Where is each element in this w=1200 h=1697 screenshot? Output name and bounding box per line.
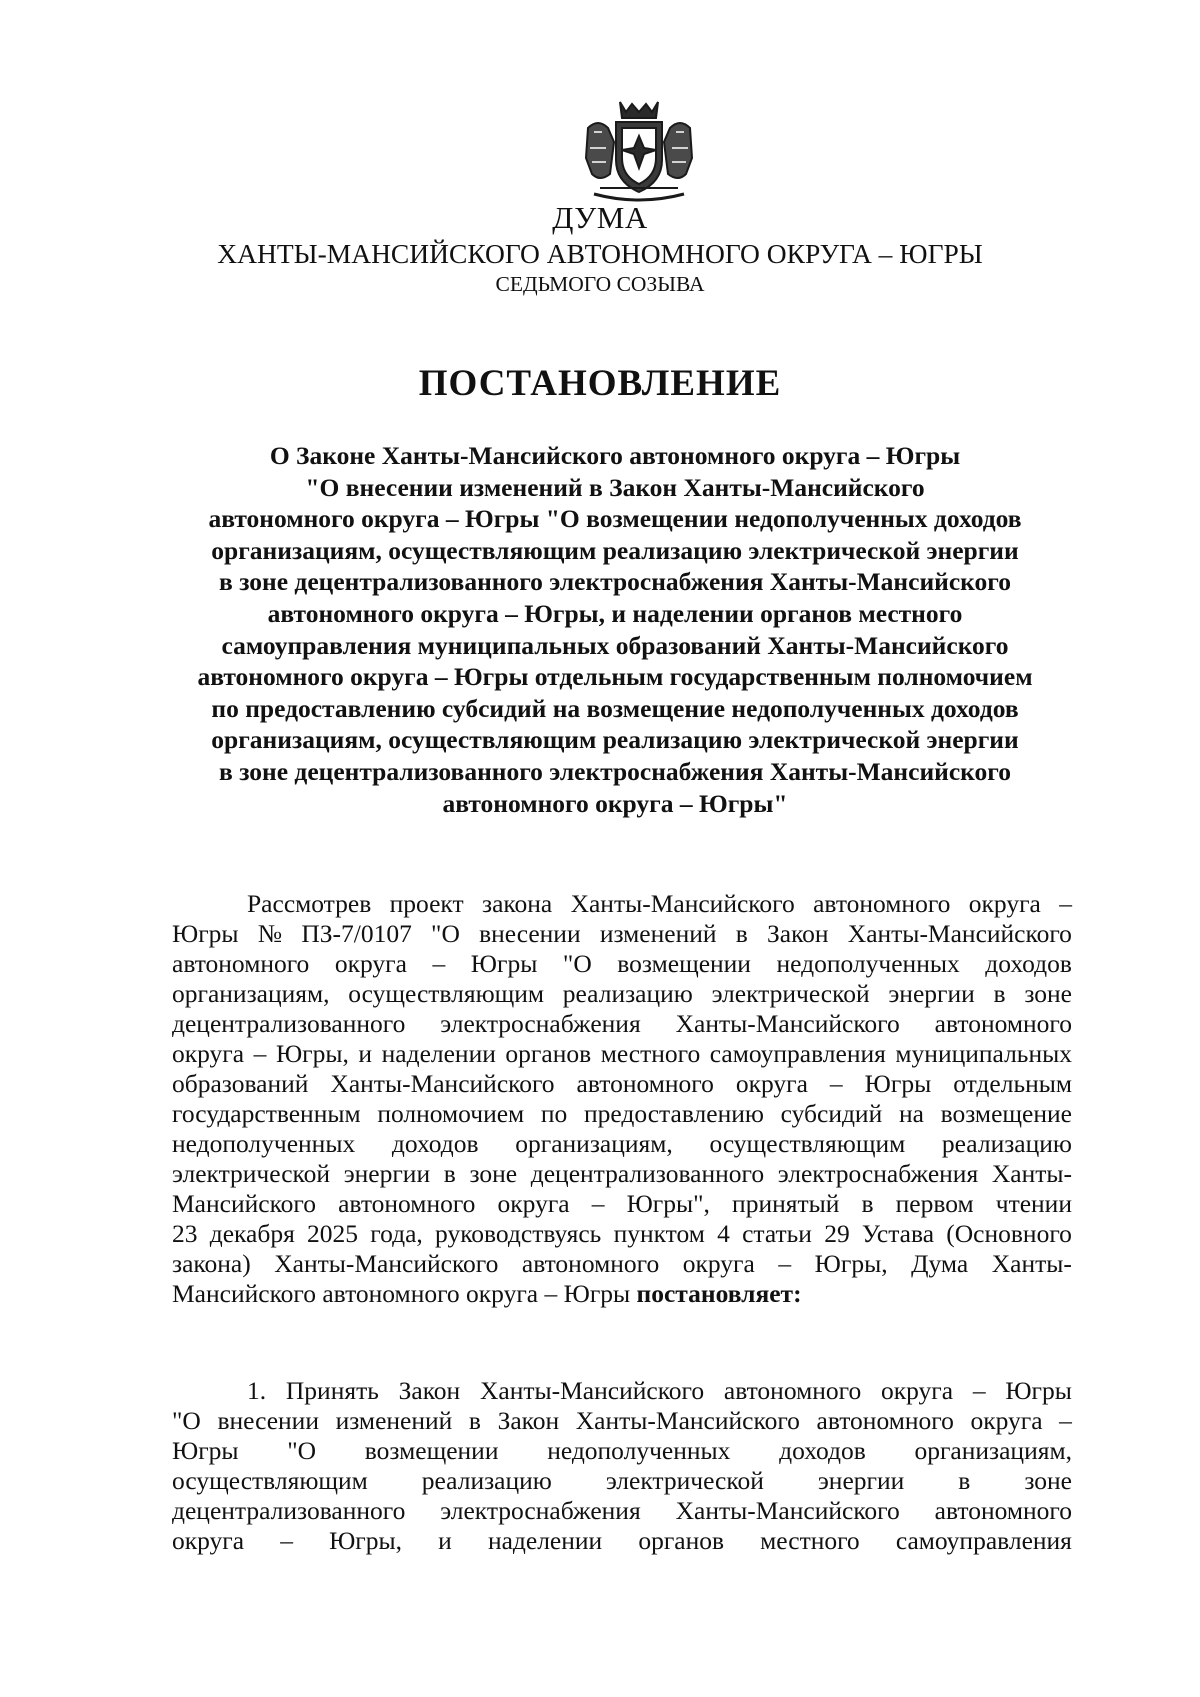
word: осуществляющим (172, 1466, 368, 1495)
subject-line: в зоне децентрализованного электроснабжения Ханты-Мансийского (219, 756, 1011, 786)
word: Югры (470, 949, 538, 978)
subject-line: О Законе Ханты-Мансийского автономного округа – Югры (269, 441, 961, 470)
word: округа (172, 1039, 245, 1068)
word: реализацию (562, 979, 693, 1008)
subject-line: автономного округа – Югры, и наделении органов местного (267, 598, 963, 628)
word: автономного (576, 1069, 714, 1098)
word: Закон (766, 919, 829, 948)
word: 2025 (307, 1219, 359, 1248)
word: организациям, (914, 1436, 1072, 1465)
word: Ханты-Мансийского (274, 1249, 499, 1278)
word: децентрализованного (172, 1009, 406, 1038)
word: возмещении (364, 1436, 499, 1465)
subject-line: организациям, осуществляющим реализацию электрической энергии (211, 725, 1019, 755)
word: Устава (861, 1219, 935, 1248)
preamble-paragraph (172, 889, 1072, 1309)
word: электроснабжения (777, 1159, 979, 1188)
word: местного (760, 1526, 860, 1555)
word: декабря (209, 1219, 295, 1248)
clause-1 (172, 1376, 1072, 1556)
word: Ханты- (991, 1249, 1072, 1278)
word: возмещении (617, 949, 751, 978)
word: Закон (398, 1376, 461, 1405)
preamble-line (172, 1099, 1072, 1129)
word: децентрализованного (172, 1496, 406, 1525)
word: Югры, (275, 1039, 349, 1068)
word: образований (172, 1069, 309, 1098)
preamble-line: Мансийского автономного округа – Югры (172, 1279, 631, 1308)
word: энергии (888, 979, 975, 1008)
word: закона (482, 889, 553, 918)
word: энергии (817, 1466, 905, 1495)
resolution-subject (190, 440, 1040, 819)
word: Югры, (329, 1526, 403, 1555)
preamble-line (172, 919, 1072, 949)
word: организациям, (172, 979, 330, 1008)
word: автономного (816, 1406, 954, 1435)
org-name: ДУМА (552, 200, 648, 235)
word: доходов (985, 949, 1072, 978)
word: энергии (343, 1159, 431, 1188)
word: округа (497, 1189, 570, 1218)
word: руководствуясь (435, 1219, 602, 1248)
word: – (829, 1069, 843, 1098)
word: внесении (479, 919, 581, 948)
word: наделении (381, 1039, 496, 1068)
word: Югры (864, 1069, 932, 1098)
word: закона) (172, 1249, 251, 1278)
word: электроснабжения (440, 1496, 641, 1525)
word: отдельным (953, 1069, 1072, 1098)
word: – (778, 1249, 792, 1278)
word: органов (505, 1039, 592, 1068)
subject-line: по предоставлению субсидий на возмещение недополученных доходов (211, 693, 1019, 723)
word: недополученных (547, 1436, 731, 1465)
word: Закон (497, 1406, 560, 1435)
word: – (972, 1376, 986, 1405)
word: округа (970, 1406, 1043, 1435)
word: самоуправления (709, 1039, 886, 1068)
word: – (591, 1189, 605, 1218)
preamble-line (172, 1219, 1072, 1249)
word: электрической (605, 1466, 764, 1495)
word: чтении (995, 1189, 1072, 1218)
word: осуществляющим (709, 1129, 906, 1158)
word: в (861, 1189, 874, 1218)
word: органов (638, 1526, 725, 1555)
preamble-line (172, 1129, 1072, 1159)
word: "О (431, 919, 460, 948)
word: Ханты-Мансийского (479, 1376, 705, 1405)
word: доходов (779, 1436, 866, 1465)
preamble-line (172, 1009, 1072, 1039)
word: зоне (469, 1159, 518, 1188)
word: 1. (247, 1376, 267, 1405)
preamble-line (172, 949, 1072, 979)
subject-line: организациям, осуществляющим реализацию электрической энергии (211, 535, 1019, 565)
word: зоне (1024, 979, 1072, 1008)
resolves-keyword: постановляет: (636, 1279, 802, 1308)
word: возмещение (940, 1099, 1072, 1128)
word: автономного (521, 1249, 660, 1278)
word: предоставлению (584, 1099, 764, 1128)
word: – (1059, 1406, 1072, 1435)
word: пунктом (613, 1219, 705, 1248)
preamble-line (172, 1069, 1072, 1099)
clause-line (172, 1376, 1072, 1406)
word: на (898, 1099, 924, 1128)
word: Ханты- (991, 1159, 1072, 1188)
word: округа (880, 1376, 954, 1405)
word: Дума (911, 1249, 969, 1278)
word: и (438, 1526, 452, 1555)
word: округа (334, 949, 407, 978)
word: недополученных (776, 949, 960, 978)
word: Рассмотрев (247, 889, 372, 918)
word: организациям, (515, 1129, 673, 1158)
clause-line (172, 1466, 1072, 1496)
document-type-title: ПОСТАНОВЛЕНИЕ (418, 363, 782, 404)
subject-line: автономного округа – Югры отдельным государственным полномочием (197, 662, 1033, 692)
word: Югры (172, 1436, 239, 1465)
word: автономного (723, 1376, 862, 1405)
word: – (280, 1526, 293, 1555)
word: Югры, (814, 1249, 888, 1278)
word: в (468, 1406, 481, 1435)
word: Югры", (626, 1189, 710, 1218)
word: "О (287, 1436, 317, 1465)
word: округа (968, 889, 1041, 918)
word: проект (389, 889, 464, 918)
word: 23 (172, 1219, 198, 1248)
preamble-line (172, 979, 1072, 1009)
word: округа (735, 1069, 808, 1098)
clause-line (172, 1436, 1072, 1466)
word: первом (895, 1189, 974, 1218)
subject-line: автономного округа – Югры "О возмещении недополученных доходов (208, 504, 1022, 534)
word: № (257, 919, 283, 948)
word: статьи (742, 1219, 812, 1248)
preamble-line (172, 1249, 1072, 1279)
word: – (432, 949, 446, 978)
preamble-final-line (172, 1279, 1072, 1309)
word: округа (682, 1249, 755, 1278)
word: Югры (172, 919, 239, 948)
word: изменений (599, 919, 717, 948)
word: Ханты-Мансийского (330, 1069, 555, 1098)
subject-line: автономного округа – Югры" (442, 788, 788, 818)
word: Ханты-Мансийского (575, 1406, 800, 1435)
word: "О (562, 949, 592, 978)
word: доходов (391, 1129, 479, 1158)
word: Ханты-Мансийского (675, 1496, 900, 1525)
word: автономного (172, 949, 310, 978)
word: в (958, 1466, 971, 1495)
coat-of-arms-icon (580, 98, 698, 204)
word: 4 (717, 1219, 730, 1248)
word: внесении (217, 1406, 319, 1435)
word: Ханты-Мансийского (570, 889, 795, 918)
subject-line: в зоне децентрализованного электроснабжения Ханты-Мансийского (219, 567, 1011, 597)
word: в (735, 919, 748, 948)
word: в (443, 1159, 456, 1188)
word: автономного (934, 1496, 1072, 1525)
clause-line (172, 1406, 1072, 1436)
subject-line: "О внесении изменений в Закон Ханты-Мансийского (305, 472, 925, 502)
preamble-line (172, 889, 1072, 919)
word: по (540, 1099, 568, 1128)
word: наделении (487, 1526, 603, 1555)
preamble-line (172, 1159, 1072, 1189)
word: – (1059, 889, 1072, 918)
word: "О (172, 1406, 201, 1435)
word: автономного (813, 889, 951, 918)
word: зоне (1024, 1466, 1072, 1495)
word: 29 (824, 1219, 850, 1248)
word: – (253, 1039, 267, 1068)
word: автономного (934, 1009, 1072, 1038)
subject-line: самоуправления муниципальных образований Ханты-Мансийского (221, 630, 1009, 660)
word: муниципальных (895, 1039, 1072, 1068)
word: округа (172, 1526, 245, 1555)
word: Мансийского (172, 1189, 316, 1218)
word: электрической (711, 979, 870, 1008)
word: Ханты-Мансийского (675, 1009, 900, 1038)
preamble-line (172, 1189, 1072, 1219)
word: автономного (338, 1189, 476, 1218)
word: Принять (285, 1376, 379, 1405)
word: изменений (335, 1406, 453, 1435)
clause-line (172, 1526, 1072, 1556)
word: самоуправления (895, 1526, 1072, 1555)
word: электроснабжения (440, 1009, 641, 1038)
word: осуществляющим (348, 979, 545, 1008)
word: года, (370, 1219, 423, 1248)
word: реализацию (941, 1129, 1072, 1158)
word: Югры (1005, 1376, 1072, 1405)
word: электрической (172, 1159, 331, 1188)
word: (Основного (946, 1219, 1072, 1248)
word: полномочием (377, 1099, 525, 1128)
word: принятый (732, 1189, 840, 1218)
convocation: СЕДЬМОГО СОЗЫВА (495, 272, 705, 296)
word: недополученных (172, 1129, 356, 1158)
word: местного (600, 1039, 701, 1068)
word: в (993, 979, 1006, 1008)
word: государственным (172, 1099, 361, 1128)
word: субсидий (780, 1099, 883, 1128)
word: и (358, 1039, 373, 1068)
region-name: ХАНТЫ-МАНСИЙСКОГО АВТОНОМНОГО ОКРУГА – ЮГРЫ (217, 238, 983, 269)
clause-line (172, 1496, 1072, 1526)
word: Ханты-Мансийского (847, 919, 1072, 948)
word: ПЗ-7/0107 (301, 919, 412, 948)
word: реализацию (421, 1466, 552, 1495)
preamble-line (172, 1039, 1072, 1069)
word: децентрализованного (530, 1159, 765, 1188)
